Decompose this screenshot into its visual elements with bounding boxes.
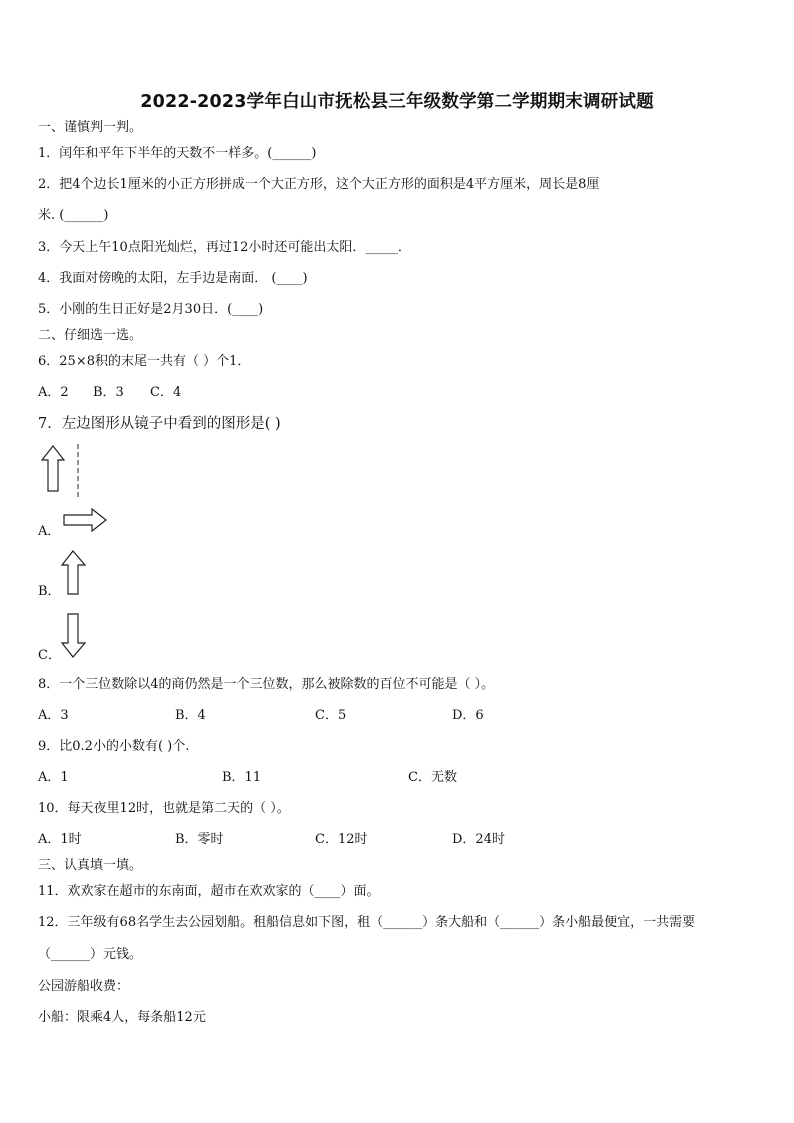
question-5: 5．小刚的生日正好是2月30日．(____) bbox=[38, 302, 264, 317]
arrow-right-outline-icon bbox=[62, 506, 108, 534]
question-4: 4．我面对傍晚的太阳，左手边是南面． (____) bbox=[38, 271, 308, 286]
question-8: 8．一个三位数除以4的商仍然是一个三位数，那么被除数的百位不可能是（ ）。 bbox=[38, 677, 495, 692]
section-heading-fill: 三、认真填一填。 bbox=[38, 858, 143, 873]
small-boat-fee: 小船：限乘4人，每条船12元 bbox=[38, 1010, 206, 1025]
q10-option-b: B．零时 bbox=[175, 832, 224, 847]
boat-fee-heading: 公园游船收费： bbox=[38, 979, 130, 994]
q10-option-a: A．1时 bbox=[38, 832, 82, 847]
question-2-line-2: 米. (______) bbox=[38, 208, 109, 223]
section-heading-judge: 一、谨慎判一判。 bbox=[38, 120, 143, 135]
question-3: 3．今天上午10点阳光灿烂，再过12小时还可能出太阳．_____． bbox=[38, 240, 411, 255]
q6-option-c: C．4 bbox=[150, 385, 182, 400]
q9-option-a: A．1 bbox=[38, 770, 69, 785]
q9-option-c: C．无数 bbox=[408, 770, 457, 785]
question-7: 7．左边图形从镜子中看到的图形是( ) bbox=[38, 416, 281, 432]
question-9: 9．比0.2小的小数有( )个. bbox=[38, 739, 190, 754]
q10-option-d: D．24时 bbox=[452, 832, 505, 847]
q8-option-c: C．5 bbox=[315, 708, 347, 723]
q7-option-a-label: A． bbox=[38, 524, 61, 539]
question-6: 6．25×8积的末尾一共有（ ）个1． bbox=[38, 354, 251, 369]
q8-option-d: D．6 bbox=[452, 708, 484, 723]
arrow-up-outline-icon bbox=[60, 549, 88, 597]
q7-option-c-label: C． bbox=[38, 648, 61, 663]
question-11: 11．欢欢家在超市的东南面，超市在欢欢家的（____）面。 bbox=[38, 884, 380, 899]
question-10: 10．每天夜里12时，也就是第二天的（ ）。 bbox=[38, 801, 290, 816]
question-2-line-1: 2．把4个边长1厘米的小正方形拼成一个大正方形，这个大正方形的面积是4平方厘米，周长是8厘 bbox=[38, 177, 600, 192]
q7-original-figure bbox=[40, 444, 88, 498]
arrow-up-outline-icon bbox=[42, 446, 64, 491]
q8-option-a: A．3 bbox=[38, 708, 69, 723]
arrow-down-outline-icon bbox=[60, 612, 88, 660]
question-12-line-1: 12．三年级有68名学生去公园划船。租船信息如下图，租（______）条大船和（______）条小船最便宜，一共需要 bbox=[38, 915, 696, 930]
question-12-line-2: （______）元钱。 bbox=[38, 947, 143, 962]
q6-option-b: B．3 bbox=[93, 385, 124, 400]
page-title: 2022-2023学年白山市抚松县三年级数学第二学期期末调研试题 bbox=[140, 92, 654, 112]
q8-option-b: B．4 bbox=[175, 708, 206, 723]
q7-option-b-label: B． bbox=[38, 584, 61, 599]
q10-option-c: C．12时 bbox=[315, 832, 368, 847]
q9-option-b: B．11 bbox=[222, 770, 262, 785]
section-heading-choose: 二、仔细选一选。 bbox=[38, 328, 143, 343]
question-1: 1．闰年和平年下半年的天数不一样多。(______) bbox=[38, 146, 317, 161]
q6-option-a: A．2 bbox=[38, 385, 69, 400]
